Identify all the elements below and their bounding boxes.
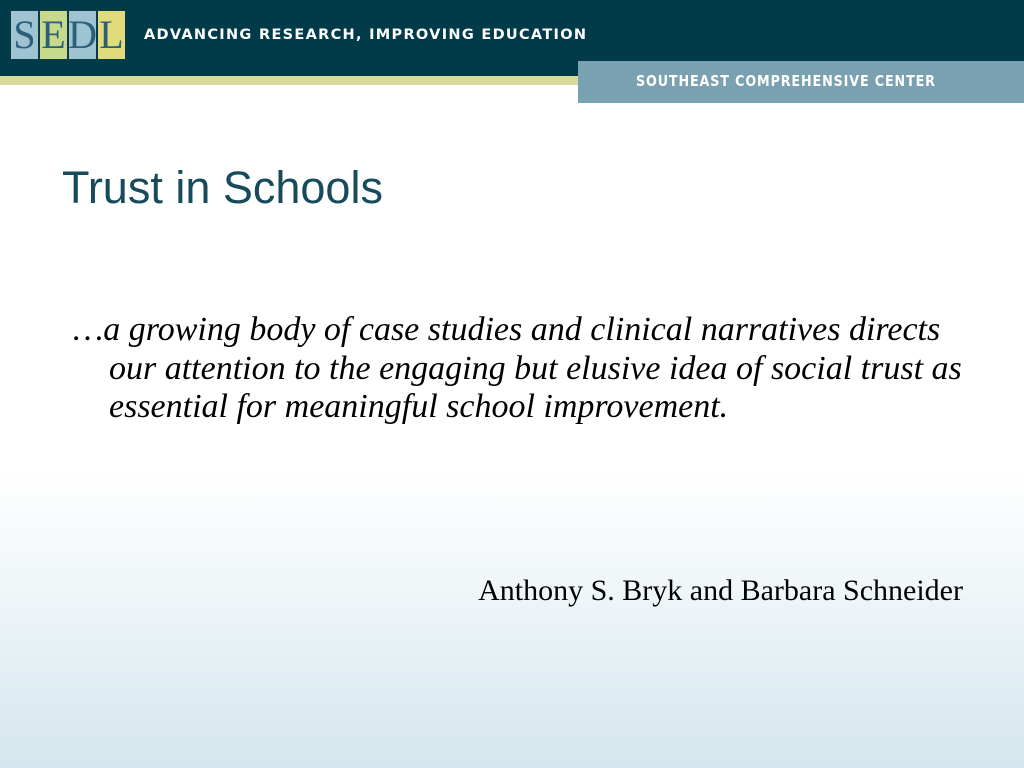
sedl-logo [10, 10, 126, 60]
slide-title: Trust in Schools [62, 162, 383, 213]
header-tagline: ADVANCING RESEARCH, IMPROVING EDUCATION [144, 27, 588, 43]
quote-text: …a growing body of case studies and clinical narratives directs our attention to the engaging but elusive idea of social trust as essential for meaningful school improvement. [73, 311, 962, 425]
center-name: SOUTHEAST COMPREHENSIVE CENTER [636, 72, 936, 90]
center-name-band [578, 61, 1024, 103]
accent-strip [0, 76, 578, 85]
quote-attribution: Anthony S. Bryk and Barbara Schneider [478, 574, 963, 607]
logo-letter-s: S [10, 10, 39, 60]
logo-letter-d: D [68, 10, 97, 60]
logo-letter-e: E [39, 10, 68, 60]
logo-letter-l: L [97, 10, 126, 60]
